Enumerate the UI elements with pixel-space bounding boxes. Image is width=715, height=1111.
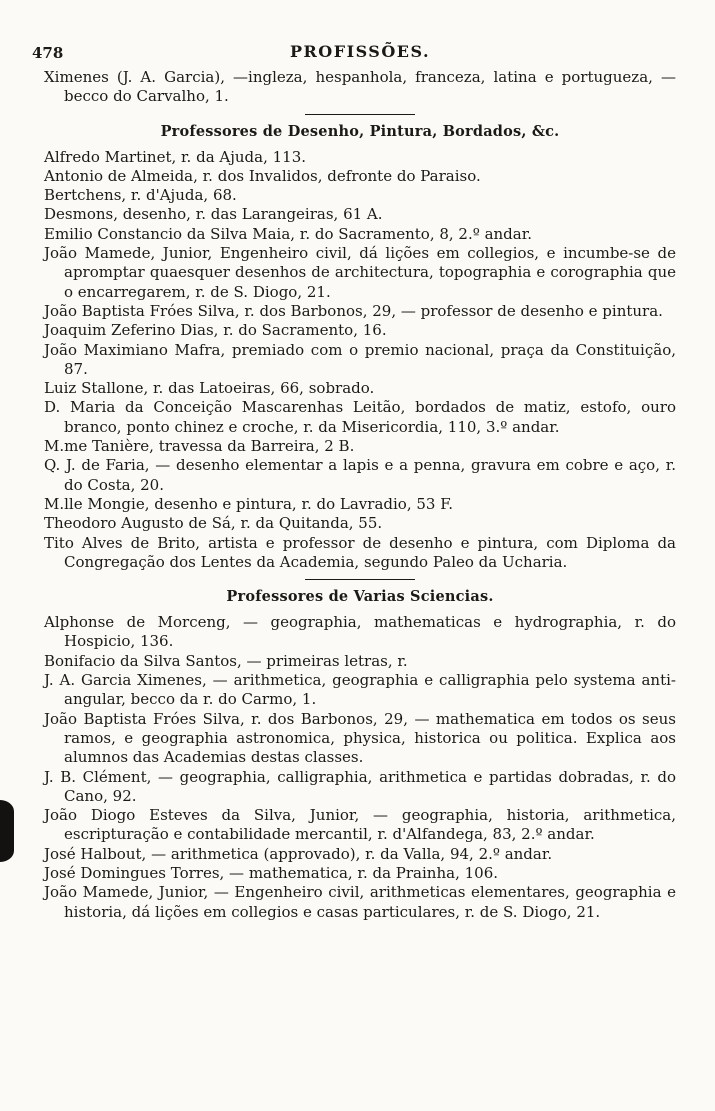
page-edge-blot	[0, 800, 14, 862]
section-heading-sciencias: Professores de Varias Sciencias.	[226, 588, 494, 606]
intro-entry: Ximenes (J. A. Garcia), —ingleza, hespanhola, franceza, latina e portugueza, — becco do Carvalho, 1.	[44, 68, 676, 106]
list-entry: João Baptista Fróes Silva, r. dos Barbonos, 29, — professor de desenho e pintura.	[44, 301, 663, 320]
list-entry: Alphonse de Morceng, — geographia, mathematicas e hydrographia, r. do Hospicio, 136.	[44, 613, 676, 651]
list-entry: Emilio Constancio da Silva Maia, r. do Sacramento, 8, 2.º andar.	[44, 224, 533, 243]
book-page	[32, 40, 676, 922]
list-entry: Bonifacio da Silva Santos, — primeiras letras, r.	[44, 651, 408, 670]
list-entry: José Domingues Torres, — mathematica, r. da Prainha, 106.	[44, 863, 498, 882]
list-entry: Joaquim Zeferino Dias, r. do Sacramento, 16.	[44, 321, 387, 340]
section-desenho-list	[44, 148, 676, 573]
section-divider	[305, 114, 415, 115]
list-entry: D. Maria da Conceição Mascarenhas Leitão, bordados de matiz, estofo, ouro branco, ponto chinez e croche, r. da Misericordia, 110, 3.º andar.	[44, 398, 676, 436]
list-entry: João Mamede, Junior, Engenheiro civil, dá lições em collegios, e incumbe-se de apromptar quaesquer desenhos de architectura, topographia e corographia que o encarregarem, r. de S. Diogo, 21.	[44, 244, 676, 301]
section-sciencias-list	[44, 613, 676, 922]
section-heading-desenho: Professores de Desenho, Pintura, Bordados, &c.	[160, 122, 560, 140]
list-entry: J. A. Garcia Ximenes, — arithmetica, geographia e calligraphia pelo systema anti-angular, becco da r. do Carmo, 1.	[44, 671, 676, 709]
list-entry: João Diogo Esteves da Silva, Junior, — geographia, historia, arithmetica, escripturação e contabilidade mercantil, r. d'Alfandega, 83, 2.º andar.	[44, 806, 676, 844]
list-entry: Desmons, desenho, r. das Larangeiras, 61 A.	[44, 205, 383, 224]
page-number: 478	[32, 44, 64, 62]
list-entry: João Baptista Fróes Silva, r. dos Barbonos, 29, — mathematica em todos os seus ramos, e geographia astronomica, physica, historica ou politica. Explica aos alumnos das Academias destas classes.	[44, 709, 676, 767]
page-header	[32, 40, 676, 64]
list-entry: Bertchens, r. d'Ajuda, 68.	[44, 186, 237, 205]
list-entry: Alfredo Martinet, r. da Ajuda, 113.	[44, 147, 307, 166]
list-entry: Q. J. de Faria, — desenho elementar a lapis e a penna, gravura em cobre e aço, r. do Costa, 20.	[44, 456, 676, 494]
section-divider	[305, 579, 415, 580]
list-entry: Theodoro Augusto de Sá, r. da Quitanda, 55.	[44, 514, 383, 533]
list-entry: J. B. Clément, — geographia, calligraphia, arithmetica e partidas dobradas, r. do Cano, 92.	[44, 767, 676, 805]
list-entry: João Mamede, Junior, — Engenheiro civil, arithmeticas elementares, geographia e historia, dá lições em collegios e casas particulares, r. de S. Diogo, 21.	[44, 883, 676, 921]
list-entry: Luiz Stallone, r. das Latoeiras, 66, sobrado.	[44, 379, 375, 398]
running-title: PROFISSÕES.	[289, 42, 431, 61]
list-entry: Antonio de Almeida, r. dos Invalidos, defronte do Paraiso.	[44, 166, 481, 185]
list-entry: M.lle Mongie, desenho e pintura, r. do Lavradio, 53 F.	[44, 494, 454, 513]
list-entry: M.me Tanière, travessa da Barreira, 2 B.	[44, 437, 355, 456]
list-entry: Tito Alves de Brito, artista e professor de desenho e pintura, com Diploma da Congregação dos Lentes da Academia, segundo Paleo da Ucharia.	[44, 533, 676, 571]
list-entry: João Maximiano Mafra, premiado com o premio nacional, praça da Constituição, 87.	[44, 340, 676, 378]
list-entry: José Halbout, — arithmetica (approvado), r. da Valla, 94, 2.º andar.	[44, 844, 553, 863]
